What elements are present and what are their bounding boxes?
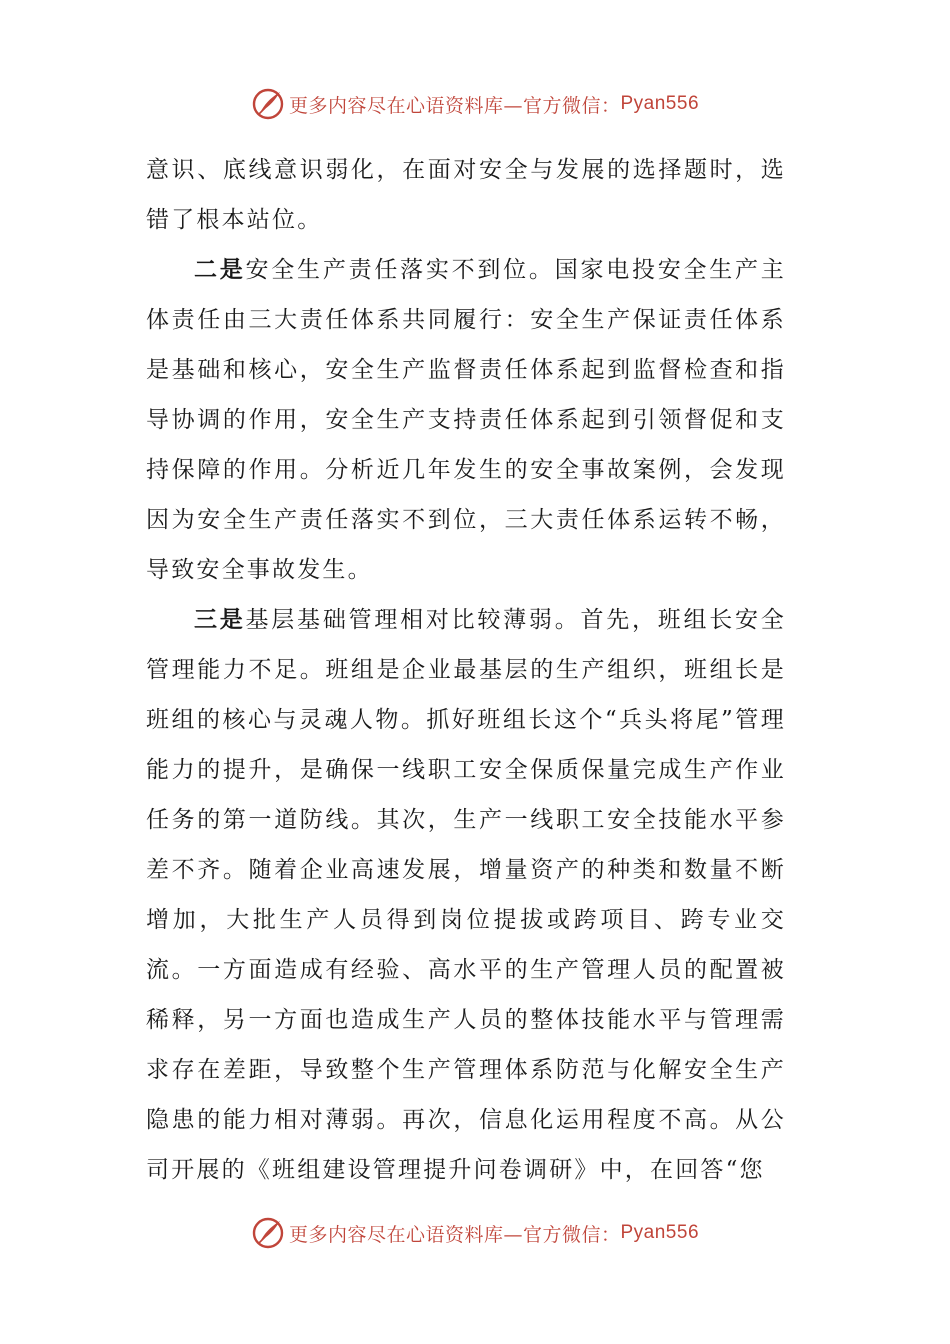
watermark-text: 更多内容尽在心语资料库—官方微信：: [288, 1223, 621, 1246]
paragraph-continuation: [146, 145, 786, 245]
header-watermark: [0, 84, 950, 124]
paragraph-text: 安全生产责任落实不到位。国家电投安全生产主体责任由三大责任体系共同履行：安全生产保证责任体系是基础和核心，安全生产监督责任体系起到监督检查和指导协调的作用，安全生产支持责任体系起到引领督促和支持保障的作用。分析近几年发生的安全事故案例，会发现因为安全生产责任落实不到位，三大责任体系运转不畅，导致安全事故发生。: [146, 257, 786, 583]
paragraph-point-two: [146, 245, 786, 595]
paragraph-text: 意识、底线意识弱化，在面对安全与发展的选择题时，选错了根本站位。: [146, 157, 786, 233]
paragraph-lead: 二是: [194, 256, 246, 283]
paragraph-text: 基层基础管理相对比较薄弱。首先，班组长安全管理能力不足。班组是企业最基层的生产组织，班组长是班组的核心与灵魂人物。抓好班组长这个“兵头将尾”管理能力的提升，是确保一线职工安全保质保量完成生产作业任务的第一道防线。其次，生产一线职工安全技能水平参差不齐。随着企业高速发展，增量资产的种类和数量不断增加，大批生产人员得到岗位提拔或跨项目、跨专业交流。一方面造成有经验、高水平的生产管理人员的配置被稀释，另一方面也造成生产人员的整体技能水平与管理需求存在差距，导致整个生产管理体系防范与化解安全生产隐患的能力相对薄弱。再次，信息化运用程度不高。从公司开展的《班组建设管理提升问卷调研》中，在回答“您: [146, 607, 786, 1183]
footer-watermark: [0, 1213, 950, 1253]
watermark-wechat-id: Pyan556: [620, 1222, 700, 1243]
watermark-text: 更多内容尽在心语资料库—官方微信：: [288, 94, 621, 117]
quill-logo-icon: [251, 87, 285, 121]
document-body: [146, 145, 786, 1195]
paragraph-lead: 三是: [194, 606, 246, 633]
quill-logo-icon: [251, 1216, 285, 1250]
watermark-wechat-id: Pyan556: [620, 93, 700, 114]
paragraph-point-three: [146, 595, 786, 1195]
